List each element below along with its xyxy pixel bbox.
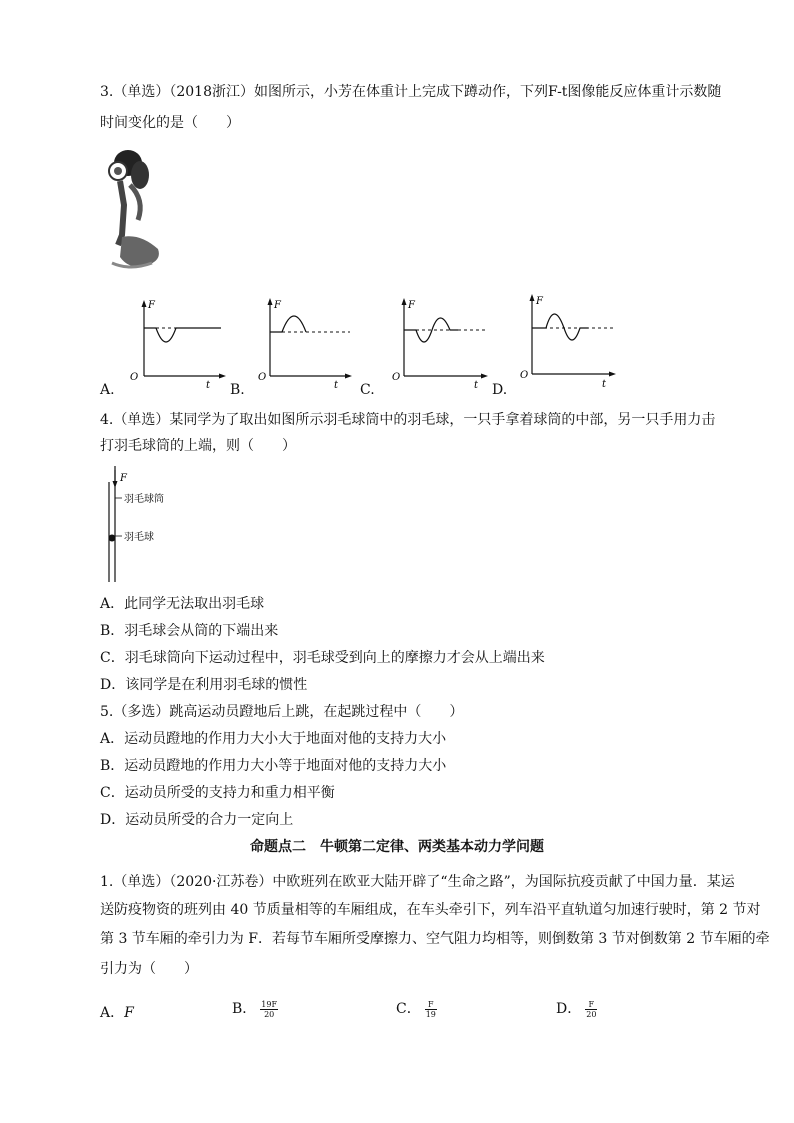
person-squat-illustration: [100, 145, 170, 275]
graph-c-t-axis: t: [474, 380, 479, 391]
graph-a-label[interactable]: A.: [100, 382, 115, 398]
q4-option-c[interactable]: C．羽毛球筒向下运动过程中，羽毛球受到向上的摩擦力才会从上端出来: [100, 650, 545, 666]
graph-d-label[interactable]: D.: [492, 382, 508, 398]
q1-stem-line4: 引力为（ ）: [100, 961, 198, 977]
tube-label: 羽毛球筒: [124, 494, 164, 505]
q1-option-c[interactable]: [396, 998, 437, 1019]
q5-stem: 5.（多选）跳高运动员蹬地后上跳，在起跳过程中（ ）: [100, 704, 464, 720]
graph-d: [516, 292, 620, 388]
shuttlecock-dot: [109, 535, 116, 542]
q1-option-a-label: A．: [100, 1005, 125, 1021]
q1-option-a[interactable]: [100, 1002, 134, 1022]
q1-stem-line3: 第 3 节车厢的牵引力为 F．若每节车厢所受摩擦力、空气阻力均相等，则倒数第 3 节对倒数第 2 节车厢的牵: [100, 931, 770, 947]
q5-option-b[interactable]: B．运动员蹬地的作用力大小等于地面对他的支持力大小: [100, 758, 447, 774]
q1-option-d[interactable]: [556, 998, 597, 1019]
q3-stem-line1: 3.（单选）（2018浙江）如图所示，小芳在体重计上完成下蹲动作，下列F-t图像能反应体重计示数随: [100, 84, 722, 100]
q4-option-b[interactable]: B．羽毛球会从筒的下端出来: [100, 623, 279, 639]
q1-option-d-label: D．: [556, 1001, 582, 1017]
q4-stem-line2: 打羽毛球筒的上端，则（ ）: [100, 438, 296, 454]
q1-option-c-label: C．: [396, 1001, 421, 1017]
graph-b-f-axis: F: [274, 300, 281, 311]
q4-stem-line1: 4.（单选）某同学为了取出如图所示羽毛球筒中的羽毛球，一只手拿着球筒的中部，另一只手用力击: [100, 412, 716, 428]
q1-option-b-fraction: $\frac{19F}{20}$: [261, 999, 278, 1019]
graph-b-t-axis: t: [334, 380, 339, 391]
graph-a-f-axis: F: [148, 300, 155, 311]
graph-d-f-axis: F: [536, 296, 543, 307]
q1-stem-line2: 送防疫物资的班列由 40 节质量相等的车厢组成，在车头牵引下，列车沿平直轨道匀加速行驶时，第 2 节对: [100, 902, 761, 918]
q5-option-d[interactable]: D．运动员所受的合力一定向上: [100, 812, 294, 828]
q1-stem-line1: 1.（单选）（2020·江苏卷）中欧班列在欧亚大陆开辟了“生命之路”，为国际抗疫贡献了中国力量．某运: [100, 874, 735, 890]
q5-option-c[interactable]: C．运动员所受的支持力和重力相平衡: [100, 785, 335, 801]
graph-a-origin: O: [130, 372, 139, 383]
badminton-tube-figure: [100, 466, 220, 584]
graph-c-origin: O: [392, 372, 401, 383]
graph-c: [388, 296, 492, 391]
q1-option-b[interactable]: [232, 998, 278, 1019]
section-heading: 命题点二 牛顿第二定律、两类基本动力学问题: [250, 839, 544, 855]
q3-stem-line2: 时间变化的是（ ）: [100, 115, 240, 131]
graph-b: [254, 296, 354, 391]
graph-a: [126, 298, 226, 390]
q4-option-a[interactable]: A．此同学无法取出羽毛球: [100, 596, 265, 612]
graph-b-label[interactable]: B.: [230, 382, 245, 398]
q5-option-a[interactable]: A．运动员蹬地的作用力大小大于地面对他的支持力大小: [100, 731, 447, 747]
q4-option-d[interactable]: D．该同学是在利用羽毛球的惯性: [100, 677, 308, 693]
ball-label: 羽毛球: [124, 532, 154, 543]
graph-c-label[interactable]: C.: [360, 382, 375, 398]
graph-a-t-axis: t: [206, 380, 211, 391]
q1-option-c-fraction: $\frac{F}{19}$: [425, 999, 436, 1019]
graph-d-origin: O: [520, 370, 529, 381]
q1-option-a-value: F: [124, 1005, 134, 1021]
q1-option-b-label: B．: [232, 1001, 257, 1017]
graph-c-f-axis: F: [408, 300, 415, 311]
graph-d-t-axis: t: [602, 379, 607, 390]
graph-b-origin: O: [258, 372, 267, 383]
force-label: F: [120, 473, 127, 484]
q1-option-d-fraction: $\frac{F}{20}$: [586, 999, 597, 1019]
